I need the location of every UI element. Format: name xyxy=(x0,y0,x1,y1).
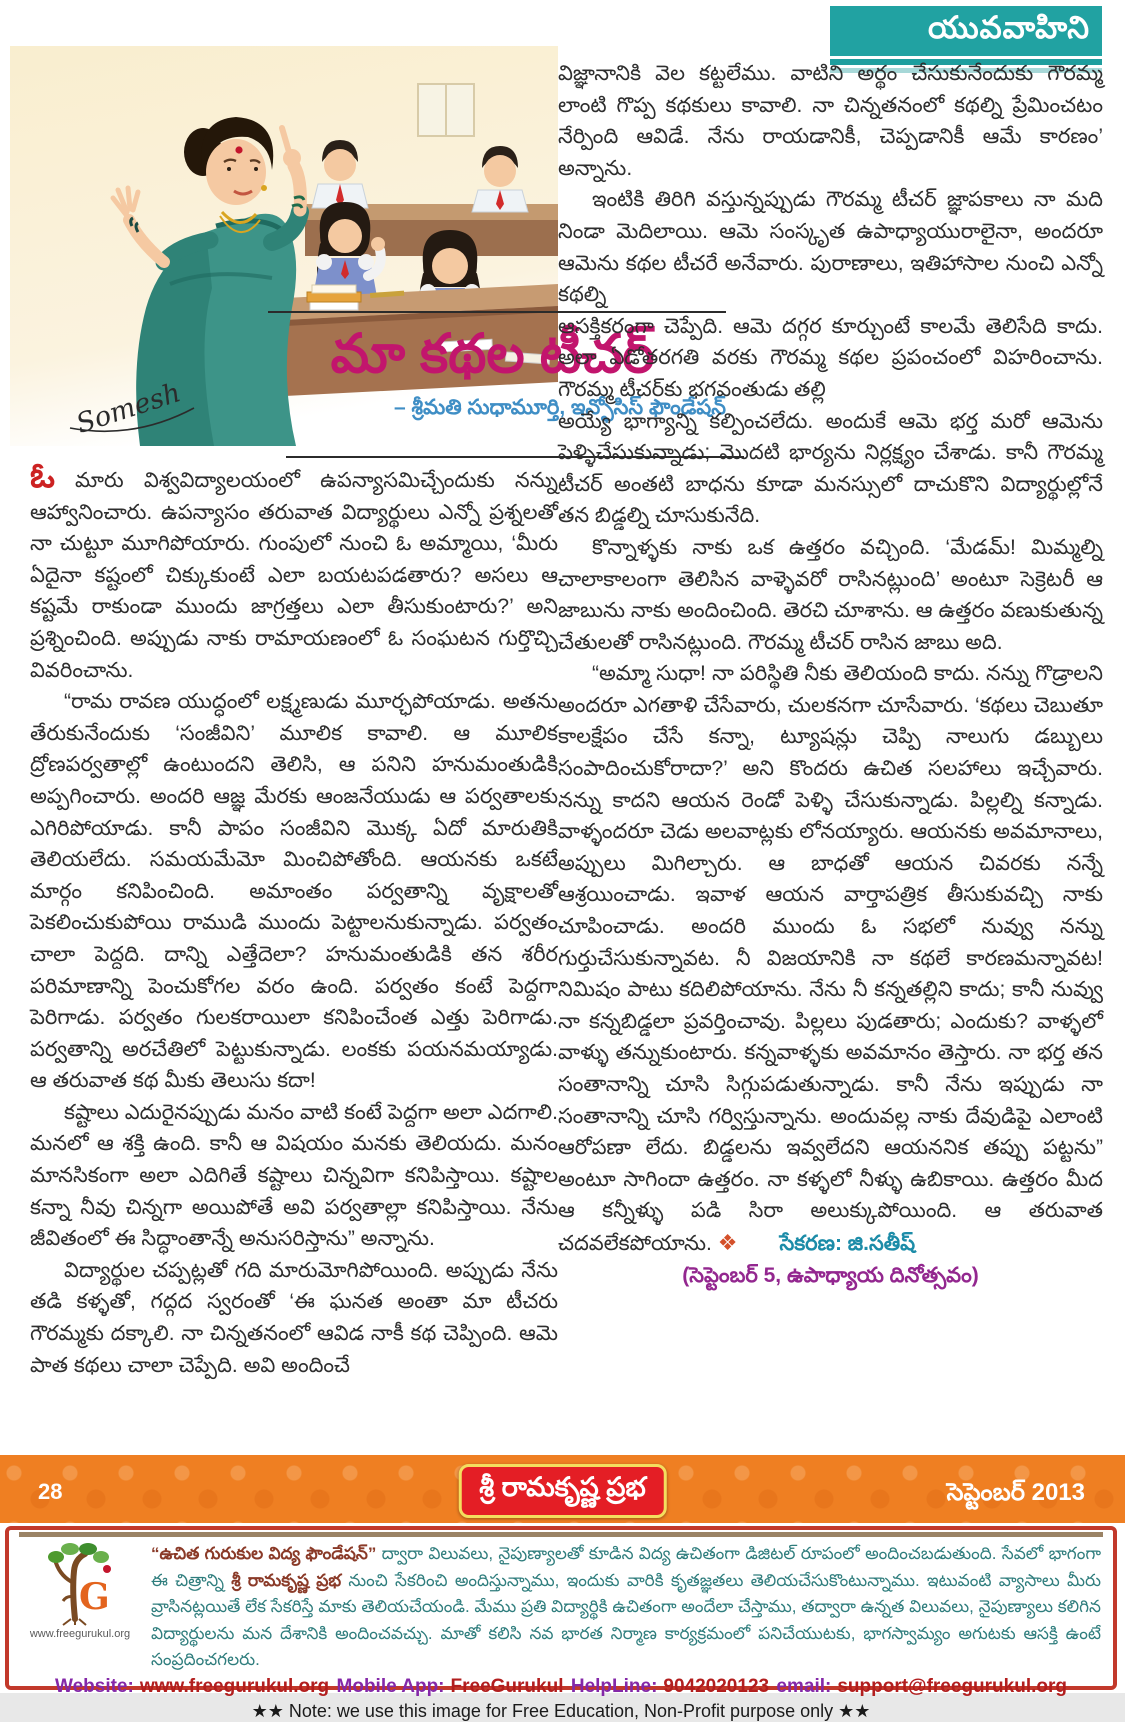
email-item xyxy=(776,1676,1067,1698)
paragraph xyxy=(30,457,558,686)
issue-date: సెప్టెంబర్ 2013 xyxy=(946,1479,1085,1506)
magazine-footer-bar xyxy=(0,1455,1125,1523)
right-column xyxy=(558,58,1103,1448)
email-value: support@freegurukul.org xyxy=(837,1675,1067,1697)
compiler-credit: సేకరణ: జి.సతీష్ xyxy=(779,1231,916,1255)
paragraph-wrapped-beside-title: ఆసక్తికరంగా చెప్పేది. ఆమె దగ్గర కూర్చుంటే కాలమే తెలిసేది కాదు. అలా ఏడోతరగతి వరకు గౌరమ్మ కథల ప్రపంచంలో విహరించాను. గౌరమ్మ టీచర్‌కు భగవంతుడు తల్లి xyxy=(558,314,1103,401)
paragraph: విద్యార్థుల చప్పట్లతో గది మారుమోగిపోయింది. అప్పుడు నేను తడి కళ్ళతో, గద్గద స్వరంతో ‘ఈ ఘనత అంతా మా టీచరు గౌరమ్మకు దక్కాలి. నా చిన్నతనంలో ఆవిడ నాకీ కథ చెప్పింది. ఆమె పాత కథలు చాలా చెప్పేది. అవి అందించే xyxy=(30,1258,558,1377)
footer-line2: నుంచి సేకరించి అందిస్తున్నాము, ఇందుకు వారికి కృతజ్ఞతలు తెలియచేసుకొంటున్నాము. ఇటువంటి వ్యాసాలు మీరు వ్రాసినట్లయితే లేక సేకరిస్తే మాకు xyxy=(151,1570,1101,1616)
footer-line1: ద్వారా విలువలు, నైపుణ్యాలతో కూడిన విద్య ఉచితంగా డిజిటల్ రూపంలో అందించబడుతుంది. సేవలో భాగంగా ఈ చిత్రాన్ని xyxy=(151,1544,1101,1590)
paragraph: “రామ రావణ యుద్ధంలో లక్ష్మణుడు మూర్ఛపోయాడు. అతను తేరుకునేందుకు ‘సంజీవిని’ మూలిక కావాలి. ఆ మూలిక ద్రోణపర్వతాల్లో ఉంటుందని తెలిసి, ఆ పనిని హనుమంతుడికి అప్పగించారు. అందరి ఆజ్ఞ మేరకు ఆంజనేయుడు ఆ పర్వతాలకు ఎగిరిపోయాడు. కానీ పాపం సంజీవిని మొక్క ఏదో మారుతికి తెలియలేదు. సమయమేమో మించిపోతోంది. ఆయనకు ఒకటే మార్గం కనిపించింది. అమాంతం పర్వతాన్ని వృక్షాలతో పెకలించుకుపోయి రాముడి ముందు పెట్టాలనుకున్నాడు. పర్వతం చాలా పెద్దది. దాన్ని ఎత్తేదెలా? హనుమంతుడికి తన శరీర పరిమాణాన్ని పెంచుకోగల వరం ఉంది. పర్వతం కంటే పెద్దగా పెరిగాడు. పర్వతం గులకరాయిలా కనిపించేంత ఎత్తు పెరిగాడు. పర్వతాన్ని అరచేతిలో పెట్టుకున్నాడు. లంకకు పయనమయ్యాడు. ఆ తరువాత కథ మీకు తెలుసు కదా! xyxy=(30,690,558,1093)
masthead-title: యువవాహిని xyxy=(928,9,1090,45)
website-item xyxy=(55,1676,329,1698)
article-title: మా కథల టీచర్ xyxy=(330,324,655,384)
footer-line4: నవ భారత నిర్మాణ కార్యక్రమంలో పనిచేయుటకు, భాగస్వామ్యం అగుటకు ఆసక్తి ఉంటే సంప్రదించగలరు. xyxy=(151,1623,1101,1669)
usage-note: ★★ Note: we use this image for Free Education, Non-Profit purpose only ★★ xyxy=(251,1700,871,1721)
paragraph: అయ్యే భాగ్యాన్ని కల్పించలేదు. అందుకే ఆమె భర్త మరో ఆమెను పెళ్ళిచేసుకున్నాడు; మొదటి భార్యను నిర్లక్ష్యం చేశాడు. కానీ గౌరమ్మ టీచర్ అంతటి బాధను కూడా మనస్సులో దాచుకొని విద్యార్థుల్లోనే తన బిడ్డల్ని చూసుకునేది. xyxy=(558,409,1103,528)
paragraph-text: మారు విశ్వవిద్యాలయంలో ఉపన్యాసమిచ్చేందుకు నన్ను ఆహ్వానించారు. ఉపన్యాసం తరువాత విద్యార్థులు ఎన్నో ప్రశ్నలతో నా చుట్టూ మూగిపోయారు. గుంపులో నుంచి ఓ అమ్మాయి, ‘మీరు ఏదైనా కష్టంలో చిక్కుకుంటే ఎలా బయటపడతారు? అసలు ఆ కష్టమే రాకుండా ముందు జాగ్రత్తలు ఎలా తీసుకుంటారు?’ అని ప్రశ్నించింది. అప్పుడు నాకు రామాయణంలో ఓ సంఘటన గుర్తొచ్చి వివరించాను. xyxy=(30,469,558,682)
helpline-label: HelpLine: xyxy=(570,1675,658,1697)
paragraph: విజ్ఞానానికి వెల కట్టలేము. వాటిని అర్థం చేసుకునేందుకు గౌరమ్మ లాంటి గొప్ప కథకులు కావాలి. నా చిన్నతనంలో కథల్ని ప్రేమించటం నేర్పింది ఆవిడే. నేను రాయడానికీ, చెప్పడానికీ ఆమే కారణం’ అన్నాను. xyxy=(558,62,1103,180)
paragraph: కొన్నాళ్ళకు నాకు ఒక ఉత్తరం వచ్చింది. ‘మేడమ్! మిమ్మల్ని చాలాకాలంగా తెలిసిన వాళ్ళెవరో రాసినట్లుంది’ అంటూ సెక్రెటరీ ఆ జాబును నాకు అందించింది. తెరచి చూశాను. ఆ ఉత్తరం వణుకుతున్న చేతులతో రాసినట్లుంది. గౌరమ్మ టీచర్ రాసిన జాబు అది. xyxy=(558,535,1103,654)
page-number: 28 xyxy=(38,1479,63,1504)
email-label: email: xyxy=(776,1675,832,1697)
paragraph-text: “అమ్మా సుధా! నా పరిస్థితి నీకు తెలియంది కాదు. నన్ను గొడ్రాలని అందరూ ఎగతాళి చేసేవారు, చులకనగా చూసేవారు. ‘కథలు చెబుతూ కాలక్షేపం చేసే కన్నా, ట్యూషన్లు చెప్పి నాలుగు డబ్బులు సంపాదించుకోరాదా?’ అని కొందరు ఉచిత సలహాలు ఇచ్చేవారు. నన్ను కాదని ఆయన రెండో పెళ్ళి చేసుకున్నాడు. పిల్లల్ని కన్నాడు. వాళ్ళందరూ చెడు అలవాట్లకు లోనయ్యారు. ఆయనకు అవమానాలు, అప్పులు మిగిల్చారు. ఆ బాధతో ఆయన చివరకు నన్నే ఆశ్రయించాడు. ఇవాళ ఆయన వార్తాపత్రిక తీసుకువచ్చి నాకు చూపించాడు. అందరి ముందు ఓ సభలో నువ్వు నన్ను గుర్తుచేసుకున్నావట. నీ విజయానికి నా కథలే కారణమన్నావట! నిమిషం పాటు కదిలిపోయాను. నేను నీ కన్నతల్లిని కాదు; కానీ నువ్వు నా కన్నబిడ్డలా ప్రవర్తించావు. పిల్లలు పుడతారు; ఎందుకు? వాళ్ళలో వాళ్ళు తన్నుకుంటారు. కన్నవాళ్ళకు అవమానం తెస్తారు. నా భర్త తన సంతానాన్ని చూసి సిగ్గుపడుతున్నాడు. కానీ నేను ఇప్పుడు నా సంతానాన్ని చూసి గర్విస్తున్నాను. అందువల్ల నాకు దేవుడిపై ఎలాంటి ఆరోపణా లేదు. బిడ్డలను ఇవ్వలేదని ఆయననిక తప్పు పట్టను” అంటూ సాగిందా ఉత్తరం. నా కళ్ళలో నీళ్ళు ఉబికాయి. ఉత్తరం మీద ఆ కన్నీళ్ళు పడి సిరా అలుక్కుపోయింది. ఆ తరువాత చదవలేకపోయాను. xyxy=(558,662,1103,1255)
magazine-name: శ్రీ రామకృష్ణ ప్రభ xyxy=(231,1570,342,1590)
occasion-note: (సెప్టెంబర్ 5, ఉపాధ్యాయ దినోత్సవం) xyxy=(682,1263,979,1287)
paragraph xyxy=(558,658,1103,1259)
app-label: Mobile App: xyxy=(336,1675,445,1697)
magazine-name-badge: శ్రీ రామకృష్ణ ప్రభ xyxy=(458,1464,666,1518)
paragraph: ఇంటికి తిరిగి వస్తున్నప్పుడు గౌరమ్మ టీచర్ జ్ఞాపకాలు నా మది నిండా మెదిలాయి. ఆమె సంస్కృత ఉపాధ్యాయురాలైనా, అందరూ ఆమెను కథల టీచరే అనేవారు. పురాణాలు, ఇతిహాసాల నుంచి ఎన్నో కథల్ని xyxy=(558,188,1103,307)
org-name-quote: “ఉచిత గురుకుల విద్య ఫౌండేషన్” xyxy=(151,1544,377,1563)
article-byline: – శ్రీమతి సుధామూర్తి, ఇన్ఫోసిస్ ఫౌండేషన్ xyxy=(393,396,726,419)
footer-line3: తెలియచేయండి. మేము ప్రతి విద్యార్థికి ఉచితంగా అందేలా చేస్తాము, తద్వారా ఉన్నత విలువలు, నైపుణ్యాలు కలిగిన విద్యార్థులను మన దేశానికి అందించవచ్చు. మాతో కలిసి xyxy=(151,1597,1101,1643)
footer-text xyxy=(151,1541,1101,1674)
freegurukul-logo xyxy=(21,1541,139,1674)
signature-text: Somesh xyxy=(72,377,185,440)
masthead-banner xyxy=(830,6,1102,56)
footer-divider xyxy=(19,1532,1103,1537)
helpline-item xyxy=(571,1676,769,1698)
app-value: FreeGurukul xyxy=(450,1675,564,1697)
svg-text:G: G xyxy=(79,1576,110,1618)
end-mark-icon: ❖ xyxy=(717,1229,738,1255)
freegurukul-logo-icon xyxy=(43,1541,117,1625)
paragraph: కష్టాలు ఎదురైనప్పుడు మనం వాటి కంటే పెద్దగా అలా ఎదగాలి. మనలో ఆ శక్తి ఉంది. కానీ ఆ విషయం మనకు తెలియదు. మనం మానసికంగా అలా ఎదిగితే కష్టాలు చిన్నవిగా కనిపిస్తాయి. కష్టాల కన్నా నీవు చిన్నగా అయిపోతే అవి పర్వతాల్లా కనిపిస్తాయి. నేను జీవితంలో ఈ సిద్ధాంతాన్నే అనుసరిస్తాను” అన్నాను. xyxy=(30,1100,558,1251)
mobile-app-item xyxy=(337,1676,564,1698)
left-column xyxy=(30,457,558,1448)
logo-url: www.freegurukul.org xyxy=(29,1628,131,1640)
freegurukul-footer xyxy=(5,1526,1117,1721)
contact-row xyxy=(9,1674,1113,1698)
helpline-value: 9042020123 xyxy=(663,1675,770,1697)
website-value: www.freegurukul.org xyxy=(139,1675,330,1697)
website-label: Website: xyxy=(55,1675,134,1697)
drop-cap: ఓ xyxy=(30,457,55,495)
